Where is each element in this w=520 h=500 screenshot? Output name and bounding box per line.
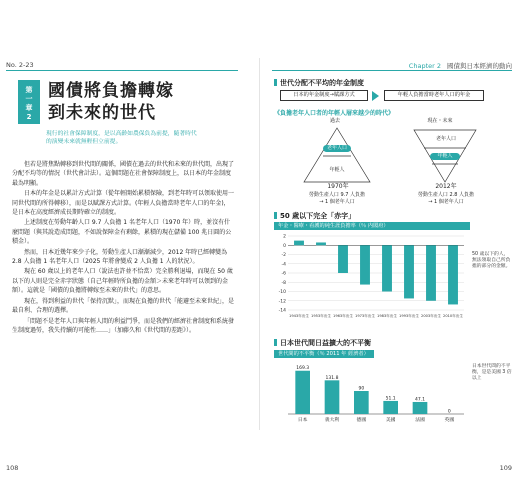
paragraph: 然而，日本近幾年來少子化，勞動生產人口漸漸減少，2012 年時已經轉變為 2.8 人負擔 1 名老年人口（2025 年將會變成 2 人負擔 1 人的狀況）。	[12, 248, 228, 266]
subhead-1: 《負擔老年人口者的年輕人層來越少的時代》	[274, 110, 395, 117]
paragraph: 「問題不是老年人口與年輕人間的利益鬥爭，而是我們的經濟社會制度和系統發生制度過勞，我失持續的可能性……」（加藤久和《世代間的差距》）。	[12, 317, 235, 334]
paragraph: 現在，得到利益的世代「保持沉默」，而現在負擔的世代「能避至未來世紀」，是最自利、合理的選擇。	[12, 297, 235, 315]
bar	[295, 371, 310, 414]
x-tick-label: 英國	[444, 418, 455, 423]
paragraph: 日本的年金是以累計方式計算（從年輕開始累積保險，到老年時可以領取使用一同世代間的所得轉移），而是以賦課方式計算。(年輕人負擔當時老年人口的年金)，是日本在高度經濟成長期時確立的制度。	[12, 190, 235, 217]
y-tick-label: 2	[283, 234, 286, 240]
bar	[354, 391, 369, 414]
data-label: 51.1	[385, 396, 396, 402]
caption-2012: 勞動生產人口 2.8 人負擔 → 1 個老年人口	[417, 192, 475, 205]
chart-title: 年金・醫療・看護的純生涯負擔率（％ 内閣府）	[274, 222, 470, 230]
y-tick-label: -2	[281, 253, 286, 259]
chapter-title: 國債與日本經濟的動向	[447, 62, 512, 70]
paragraph: 上述制度在勞動年齡人口 9.7 人負擔 1 名老年人口（1970 年）時，並沒有什麼問題（與其說造成問題，不如說保障金有剩餘，累積的現在儲備 100 兆日圓的公積金）。	[12, 219, 232, 246]
arrow-icon	[372, 91, 379, 101]
title-block	[12, 80, 238, 124]
chapter-label: Chapter 2	[408, 62, 441, 70]
now-label: 現在・未來	[427, 118, 453, 124]
bar	[383, 401, 398, 414]
bar	[426, 245, 436, 301]
x-tick-label: 義大利	[324, 418, 340, 423]
pyramid-young-label: 年輕人	[329, 167, 345, 173]
y-tick-label: -10	[278, 290, 286, 296]
gutter	[259, 58, 260, 430]
chapter-tag: 第 一 章 2	[18, 80, 40, 124]
section-title-1: 世代分配不平均的年金制度	[274, 78, 364, 88]
x-tick-label: 德國	[356, 418, 367, 423]
y-tick-label: -4	[281, 262, 286, 268]
y-tick-label: -14	[278, 308, 286, 314]
past-label: 過去	[329, 118, 340, 124]
pyramid-young-label: 年輕人	[430, 153, 460, 160]
x-tick-label: 法國	[415, 418, 425, 423]
data-label: 90	[358, 386, 365, 392]
flow-box-1: 日本的年金制度→賦課方式	[280, 90, 368, 101]
bar	[316, 242, 326, 245]
section-title-3: 日本世代間日益擴大的不平衡	[274, 338, 371, 348]
left-page	[6, 58, 238, 472]
chart-note-2: 日本世代間的不平衡，是是美國 3 倍以上	[472, 364, 512, 381]
x-tick-label: 2010年出生	[443, 314, 463, 318]
page-header-left: No. 2-23	[6, 61, 34, 69]
right-page	[272, 58, 512, 472]
x-tick-label: 2003年出生	[421, 314, 441, 318]
data-label: 131.8	[325, 375, 339, 381]
chart-note-1: 50 歲以下的人，無法領取自己所負擔的部分的金額。	[472, 252, 511, 269]
data-label: 47.1	[414, 397, 426, 403]
y-tick-label: -6	[281, 271, 286, 277]
body-text	[12, 160, 234, 336]
bar	[382, 245, 392, 291]
chart-lifetime-burden	[274, 222, 470, 332]
x-tick-label: 1943年出生	[289, 314, 309, 318]
flow-box-2: 年輕人負擔當時老年人口的年金	[384, 90, 484, 101]
y-tick-label: 0	[283, 243, 286, 249]
paragraph: 現在 60 歲以上的老年人口（說法也許並不恰當）完全勝利退場，而現在 50 歲以下的人則是完全赤字狀態（自己年輕時所負擔的金額＞未來老年時可以領到的金額）。這就是「國債的負擔將轉嫁至未來的世代」的意思。	[12, 268, 233, 295]
page-number-left: 108	[6, 464, 19, 472]
chart-title: 世代間的不平衡（％ 2011 年 經濟者）	[274, 350, 374, 358]
x-tick-label: 1973年出生	[355, 314, 375, 318]
chart-generational-imbalance	[274, 350, 470, 426]
y-tick-label: -8	[281, 280, 286, 286]
bar	[448, 245, 458, 304]
caption-1970: 勞動生產人口 9.7 人負擔 → 1 個老年人口	[308, 192, 366, 205]
x-tick-label: 日本	[297, 418, 308, 423]
x-tick-label: 1983年出生	[377, 314, 397, 318]
x-tick-label: 美國	[385, 418, 396, 423]
year-1970: 1970年	[327, 183, 349, 190]
title-line-1: 國債將負擔轉嫁	[48, 81, 174, 101]
bar	[338, 245, 348, 273]
page-header-right	[409, 61, 512, 70]
header-rule	[6, 70, 238, 71]
x-tick-label: 1953年出生	[311, 314, 331, 318]
data-label: 0	[447, 409, 451, 415]
page-number-right: 109	[499, 464, 512, 472]
x-tick-label: 1963年出生	[333, 314, 353, 318]
bar	[413, 402, 428, 414]
page-title	[48, 80, 174, 124]
pyramid-old-label: 老年人口	[435, 136, 456, 142]
pyramid-old-label: 老年人口	[323, 145, 351, 152]
bar	[404, 245, 414, 298]
paragraph: 但若是將焦點轉移到世代間的關係，國債在過去的世代和未來的世代間，出現了分配不均等的情況（世代會計法）。這個問題在社會保障制度上，以日本的年金制度最為明顯。	[12, 161, 235, 187]
pyramid-1970	[304, 128, 370, 182]
bar	[294, 241, 304, 246]
bar	[360, 245, 370, 284]
chart-1-svg	[274, 230, 470, 330]
data-label: 169.3	[296, 366, 310, 372]
pyramid-diagram	[292, 126, 492, 186]
bar	[325, 380, 340, 414]
header-rule	[272, 70, 512, 71]
chart-2-svg	[274, 358, 470, 426]
section-title-2: 50 歲以下完全「赤字」	[274, 211, 355, 221]
title-line-2: 到未來的世代	[48, 103, 156, 123]
x-tick-label: 1993年出生	[399, 314, 419, 318]
year-2012: 2012年	[435, 183, 457, 190]
lead-text: 現行的社會保障制度，是以高齡如農保負為前提，隨著時代的演變未來就無輕但立前提。	[46, 131, 197, 146]
y-tick-label: -12	[278, 299, 286, 305]
